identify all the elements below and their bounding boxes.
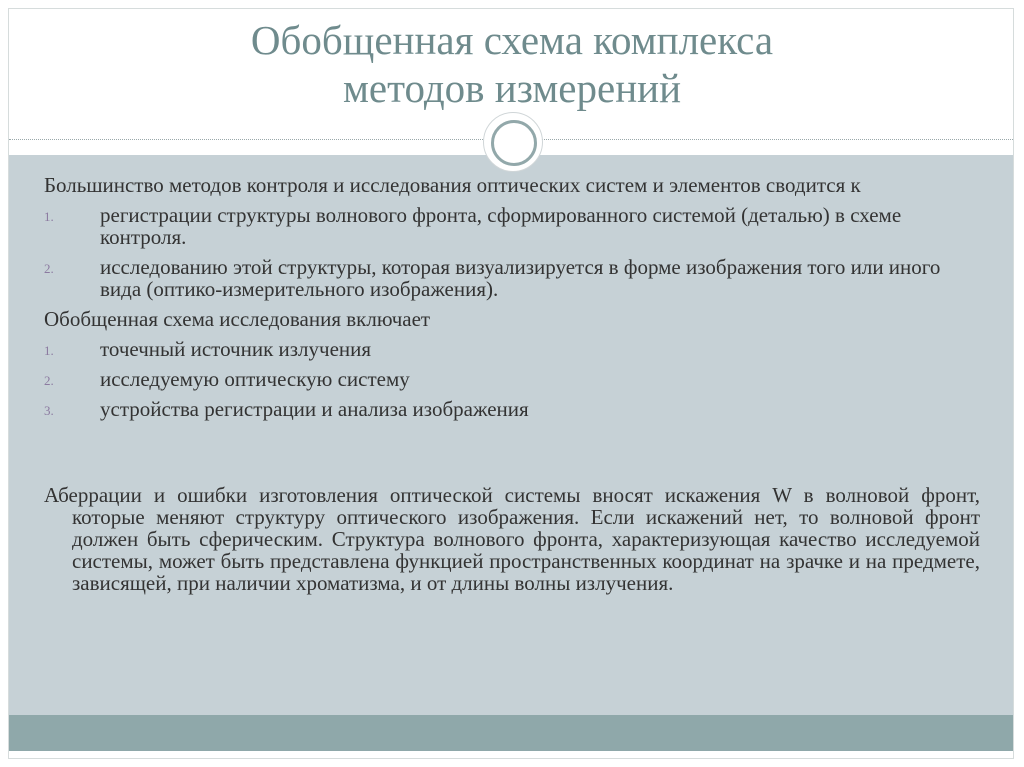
scheme-intro: Обобщенная схема исследования включает [44,307,431,331]
slide-title [0,16,1024,112]
list1-item-2 [44,256,980,300]
spacer [44,428,980,484]
list1-item-1 [44,204,980,248]
title-line-1: Обобщенная схема комплекса [250,17,774,63]
list2-item-2 [44,368,980,390]
bottom-band [9,715,1013,751]
list2-number-3: 3. [44,403,54,418]
intro-paragraph: Большинство методов контроля и исследования оптических систем и элементов сводится к [44,173,861,197]
list2-text-2: исследуемую оптическую систему [100,367,410,391]
title-line-2: методов измерений [342,65,682,111]
slide-body [44,174,980,602]
list1-text-1: регистрации структуры волнового фронта, сформированного системой (деталью) в схеме контроля. [100,203,902,249]
aberration-paragraph: Аберрации и ошибки изготовления оптической системы вносят искажения W в волновой фронт, которые меняют структуру оптического изображения. Если искажений нет, то волновой фронт должен быть сферическим. Структура волнового фронта, характеризующая качество исследуемой системы, может быть представлена функцией пространственных координат на зрачке и на предмете, зависящей, при наличии хроматизма, и от длины волны излучения. [44,483,980,595]
list2-text-1: точечный источник излучения [100,337,372,361]
list2-item-3 [44,398,980,420]
ring-inner [491,120,537,166]
list1-number-2: 2. [44,261,54,276]
list2-text-3: устройства регистрации и анализа изображения [100,397,529,421]
ring-ornament-icon [483,112,543,172]
list1-number-1: 1. [44,209,54,224]
list2-number-2: 2. [44,373,54,388]
list2-number-1: 1. [44,343,54,358]
list2-item-1 [44,338,980,360]
list1-text-2: исследованию этой структуры, которая визуализируется в форме изображения того или иного вида (оптико-измерительного изображения). [100,255,941,301]
